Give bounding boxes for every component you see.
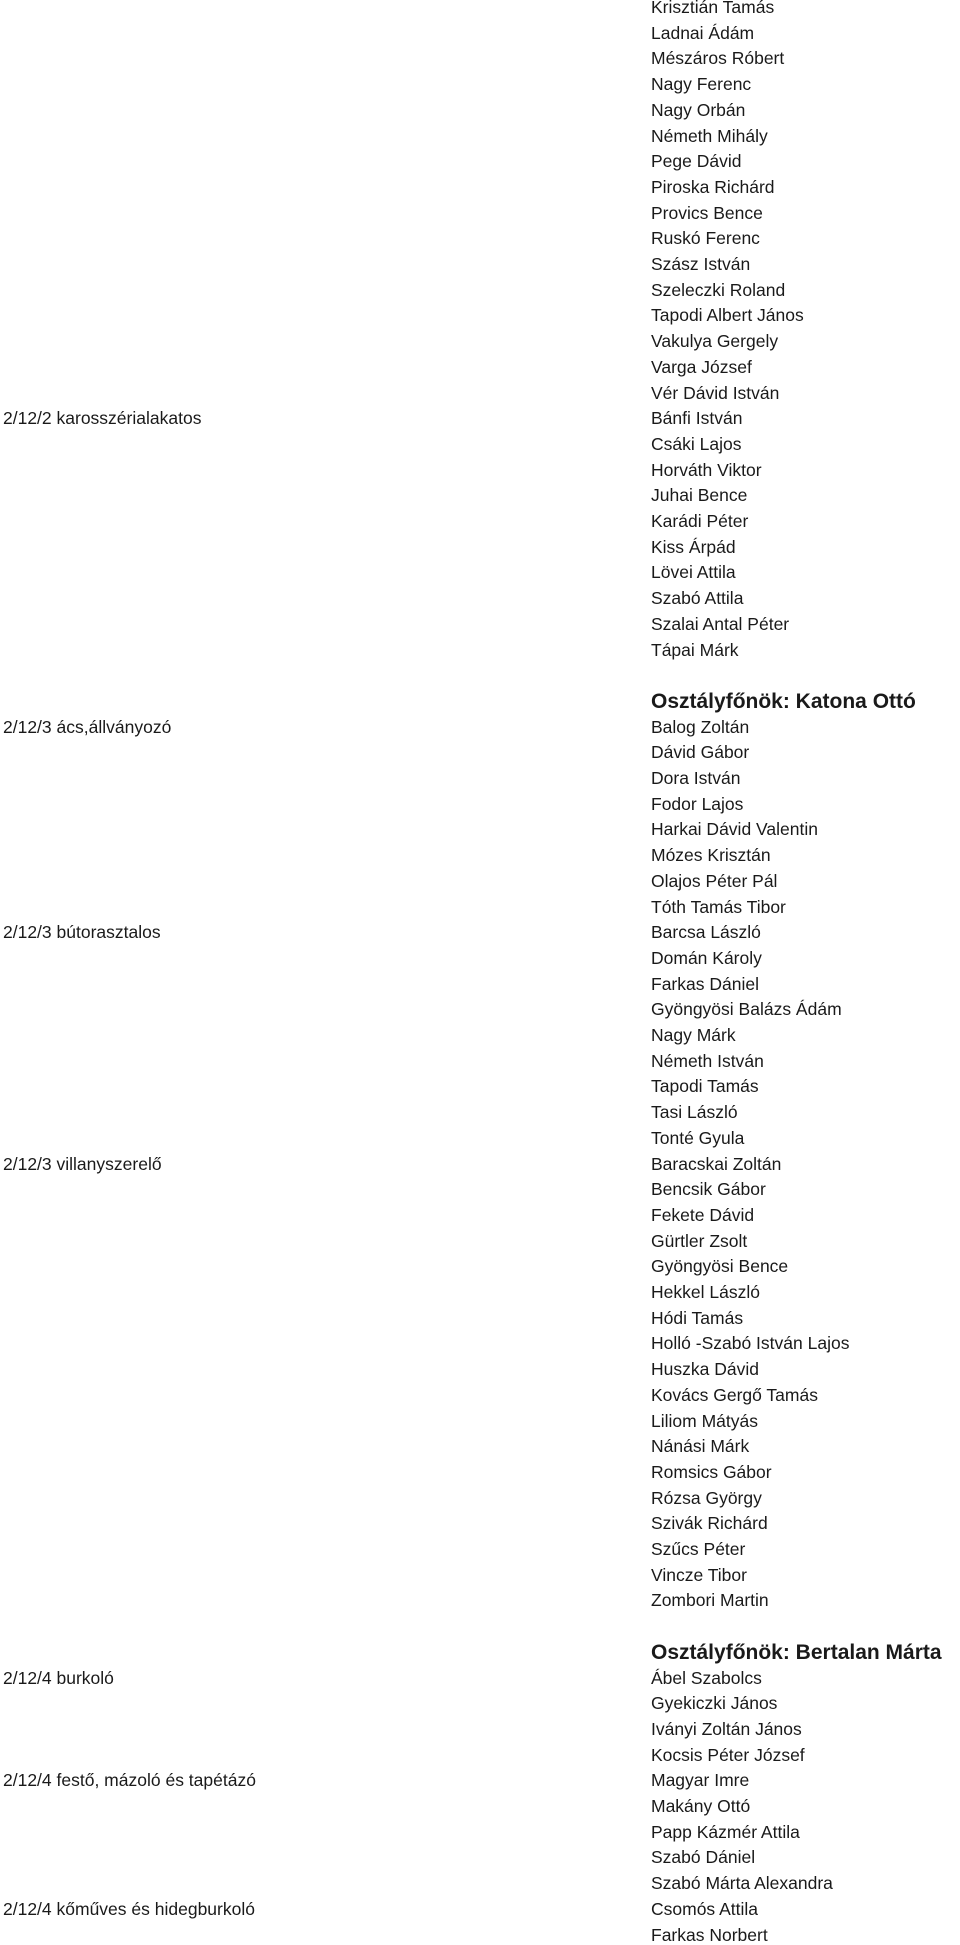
student-name: Iványi Zoltán János [651,1718,802,1739]
student-name: Tápai Márk [651,639,739,660]
student-name: Bánfi István [651,408,743,429]
student-name: Szabó Márta Alexandra [651,1873,833,1894]
student-name: Gyekiczki János [651,1693,778,1714]
student-name: Gyöngyösi Bence [651,1256,789,1277]
student-name: Juhai Bence [651,485,748,506]
student-name: Bencsik Gábor [651,1179,766,1200]
student-name: Liliom Mátyás [651,1410,758,1431]
class-label: 2/12/2 karosszérialakatos [3,408,202,429]
student-name: Zombori Martin [651,1590,769,1611]
student-name: Csáki Lajos [651,433,742,454]
student-name: Gürtler Zsolt [651,1230,748,1251]
student-name: Balog Zoltán [651,716,750,737]
student-name: Szeleczki Roland [651,279,786,300]
student-name: Szabó Attila [651,588,744,609]
student-name: Vincze Tibor [651,1564,747,1585]
class-label: 2/12/3 ács,állványozó [3,716,172,737]
student-name: Dora István [651,768,741,788]
student-name: Ruskó Ferenc [651,228,760,249]
student-name: Szalai Antal Péter [651,613,790,634]
student-name: Fodor Lajos [651,793,744,814]
student-name: Németh Mihály [651,125,768,146]
student-name: Kiss Árpád [651,536,736,557]
student-name: Horváth Viktor [651,459,762,480]
student-name: Mózes Krisztán [651,845,771,866]
student-name: Nagy Márk [651,1025,736,1045]
student-name: Tóth Tamás Tibor [651,896,786,917]
student-name: Szász István [651,254,751,274]
student-name: Szivák Richárd [651,1513,768,1534]
student-name: Tapodi Albert János [651,305,804,326]
student-name: Nagy Orbán [651,99,746,120]
student-name: Hekkel László [651,1282,760,1302]
student-name: Vér Dávid István [651,382,780,403]
student-name: Rózsa György [651,1487,762,1508]
student-name: Barcsa László [651,922,761,943]
student-name: Szabó Dániel [651,1847,756,1868]
student-name: Tapodi Tamás [651,1076,759,1097]
student-name: Hódi Tamás [651,1307,744,1328]
student-name: Tasi László [651,1102,738,1123]
student-name: Olajos Péter Pál [651,870,778,891]
student-name: Nagy Ferenc [651,74,752,95]
student-name: Kocsis Péter József [651,1744,805,1765]
student-name: Kovács Gergő Tamás [651,1384,818,1405]
student-name: Piroska Richárd [651,176,775,197]
student-name: Papp Kázmér Attila [651,1821,800,1842]
class-label: 2/12/4 burkoló [3,1667,114,1688]
student-name: Ábel Szabolcs [651,1667,762,1688]
student-name: Ladnai Ádám [651,22,755,43]
student-name: Karádi Péter [651,511,749,531]
student-name: Romsics Gábor [651,1461,772,1482]
student-name: Baracskai Zoltán [651,1153,782,1174]
class-teacher-heading: Osztályfőnök: Bertalan Márta [651,1640,942,1664]
student-name: Nánási Márk [651,1436,750,1457]
student-name: Harkai Dávid Valentin [651,819,818,840]
student-name: Vakulya Gergely [651,331,779,352]
student-name: Dávid Gábor [651,742,750,763]
student-name: Németh István [651,1050,764,1071]
student-name: Mészáros Róbert [651,48,785,69]
student-name: Huszka Dávid [651,1359,759,1380]
student-name: Magyar Imre [651,1770,750,1791]
student-name: Domán Károly [651,947,762,968]
student-name: Provics Bence [651,202,763,223]
class-label: 2/12/4 kőműves és hidegburkoló [3,1898,255,1919]
student-name: Pege Dávid [651,151,742,172]
student-name: Varga József [651,356,752,377]
student-name: Fekete Dávid [651,1204,755,1225]
student-name: Tonté Gyula [651,1127,745,1148]
class-teacher-heading: Osztályfőnök: Katona Ottó [651,689,916,713]
student-name: Gyöngyösi Balázs Ádám [651,999,842,1020]
student-name: Krisztián Tamás [651,0,775,17]
student-name: Farkas Dániel [651,973,759,994]
student-name: Szűcs Péter [651,1539,746,1559]
student-name: Csomós Attila [651,1898,758,1919]
class-label: 2/12/4 festő, mázoló és tapétázó [3,1770,256,1791]
class-label: 2/12/3 bútorasztalos [3,922,161,943]
class-label: 2/12/3 villanyszerelő [3,1153,162,1174]
student-name: Makány Ottó [651,1796,751,1816]
student-name: Holló -Szabó István Lajos [651,1333,850,1354]
student-name: Lövei Attila [651,562,736,583]
student-name: Farkas Norbert [651,1924,768,1945]
